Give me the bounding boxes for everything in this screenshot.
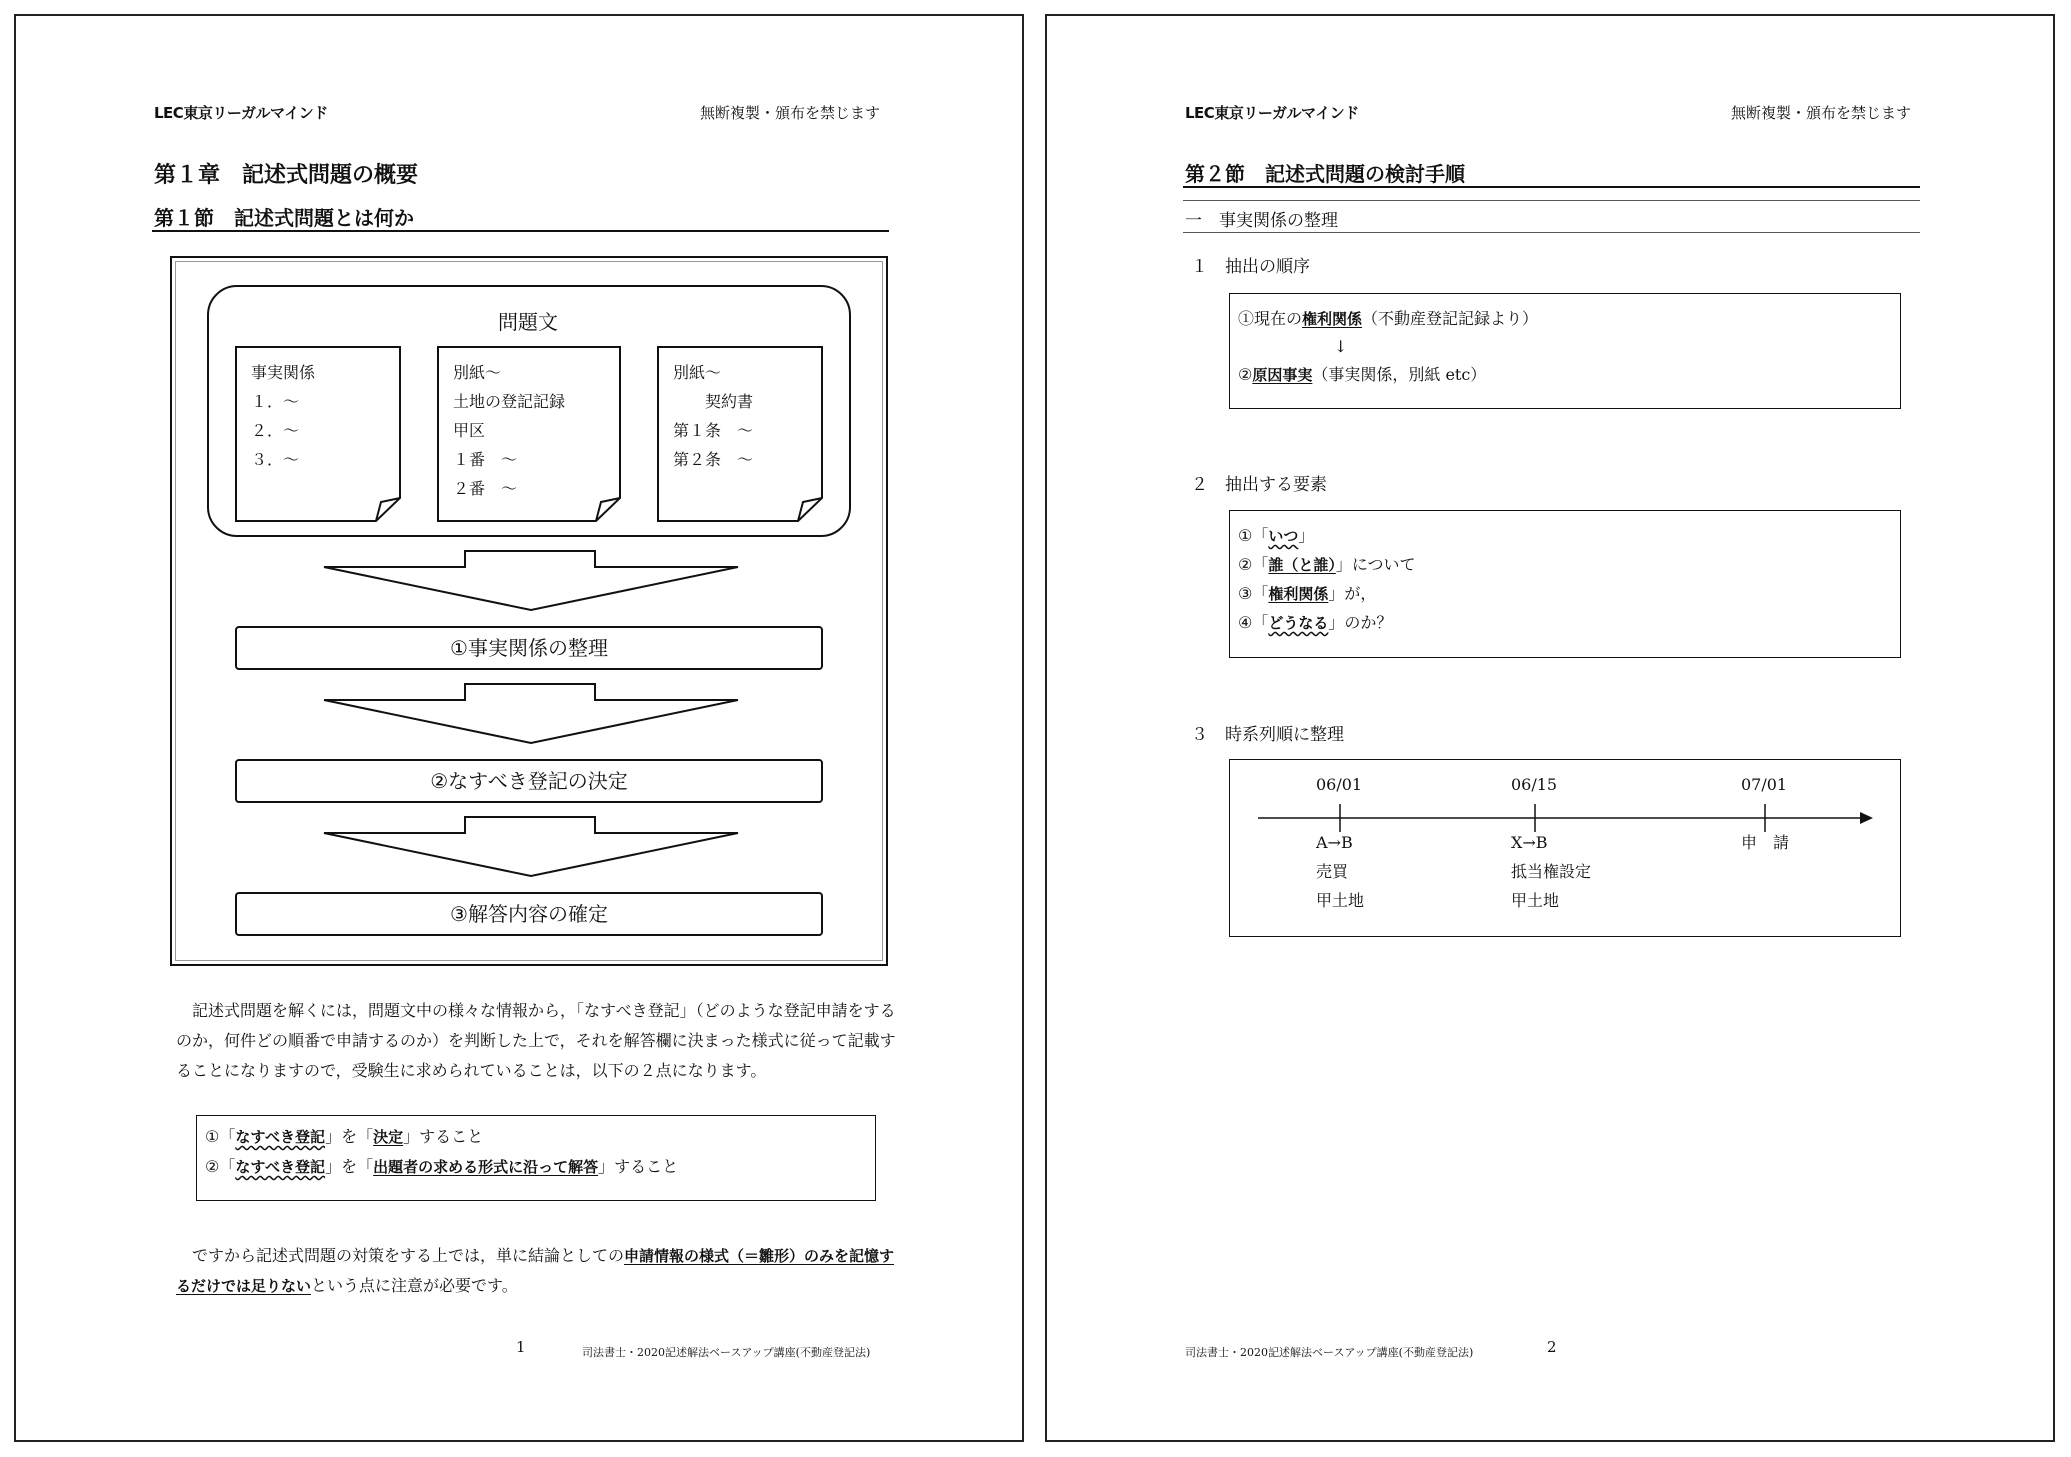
order-arrow: ↓ [1334, 337, 1348, 356]
page-footer: 司法書士・2020記述解法ベースアップ講座(不動産登記法) [582, 1346, 871, 1359]
item1-heading: １ 抽出の順序 [1191, 257, 1310, 277]
item2-heading: ２ 抽出する要素 [1191, 475, 1327, 495]
section-rule [1183, 186, 1920, 188]
paper-facts [235, 346, 401, 522]
timeline-date-1: 06/01 [1316, 775, 1363, 794]
paragraph-2: ですから記述式問題の対策をする上では，単に結論としての申請情報の様式（＝雛形）のみを記憶するだけでは足りないという点に注意が必要です。 [176, 1246, 895, 1295]
event-1-property: 甲土地 [1316, 891, 1365, 910]
event-2-cause: 抵当権設定 [1511, 862, 1592, 881]
page-1 [14, 14, 1024, 1442]
page-number: 2 [1547, 1338, 1557, 1356]
page-number: 1 [516, 1338, 526, 1356]
extraction-order-box [1229, 293, 1901, 409]
order-line-2: ②原因事実（事実関係，別紙 etc） [1238, 365, 1487, 384]
paper-contract-text: 別紙～ 契約書 第１条 ～ 第２条 ～ [673, 363, 754, 469]
paper-registry-text: 別紙～ 土地の登記記録 甲区 １番 ～ ２番 ～ [453, 363, 566, 498]
item3-heading: ３ 時系列順に整理 [1191, 725, 1344, 745]
order-line-1: ①現在の権利関係（不動産登記記録より） [1238, 309, 1539, 328]
problem-text-title: 問題文 [498, 310, 558, 334]
page-footer: 司法書士・2020記述解法ベースアップ講座(不動産登記法) [1185, 1346, 1474, 1359]
paper-contract [657, 346, 823, 522]
down-arrow-1 [316, 550, 746, 612]
step-organize-facts: ①事実関係の整理 [235, 626, 823, 670]
event-1-cause: 売買 [1316, 862, 1349, 881]
event-2-parties: X→B [1511, 833, 1548, 852]
lec-logo: LEC東京リーガルマインド [1185, 104, 1359, 122]
event-1-parties: A→B [1316, 833, 1353, 852]
subsection-rule-bottom [1183, 232, 1920, 233]
element-rights: ③「権利関係」が， [1238, 584, 1377, 603]
requirement-1: ①「なすべき登記」を「決定」すること [205, 1127, 484, 1146]
step-decide-registration: ②なすべき登記の決定 [235, 759, 823, 803]
page-2 [1045, 14, 2055, 1442]
paper-facts-text: 事実関係 １．～ ２．～ ３．～ [251, 363, 316, 469]
chapter-title: 第１章 記述式問題の概要 [154, 163, 419, 188]
event-3-application: 申 請 [1741, 833, 1790, 852]
paragraph-1: 記述式問題を解くには，問題文中の様々な情報から，「なすべき登記」（どのような登記申請をするのか，何件どの順番で申請するのか）を判断した上で，それを解答欄に決まった様式に従って記載することになりますので，受験生に求められていることは，以下の２点になります。 [176, 1001, 896, 1080]
element-outcome: ④「どうなる」のか？ [1238, 613, 1393, 632]
element-when: ①「いつ」 [1238, 526, 1315, 545]
copyright-notice: 無断複製・頒布を禁じます [1731, 104, 1912, 122]
down-arrow-2 [316, 683, 746, 745]
subsection-rule-top [1183, 200, 1920, 201]
step-confirm-answer: ③解答内容の確定 [235, 892, 823, 936]
lec-logo: LEC東京リーガルマインド [154, 104, 328, 122]
paper-registry [437, 346, 621, 522]
section-title: 第１節 記述式問題とは何か [154, 206, 414, 230]
section-rule [152, 230, 889, 232]
timeline-box [1229, 759, 1901, 937]
element-who: ②「誰（と誰）」について [1238, 555, 1416, 574]
subsection-title: 一 事実関係の整理 [1185, 211, 1338, 231]
requirements-box [196, 1115, 876, 1201]
requirement-2: ②「なすべき登記」を「出題者の求める形式に沿って解答」すること [205, 1157, 679, 1176]
copyright-notice: 無断複製・頒布を禁じます [700, 104, 881, 122]
down-arrow-3 [316, 816, 746, 878]
timeline-date-3: 07/01 [1741, 775, 1788, 794]
event-2-property: 甲土地 [1511, 891, 1560, 910]
elements-box [1229, 510, 1901, 658]
section-title: 第２節 記述式問題の検討手順 [1185, 162, 1465, 186]
timeline-date-2: 06/15 [1511, 775, 1558, 794]
